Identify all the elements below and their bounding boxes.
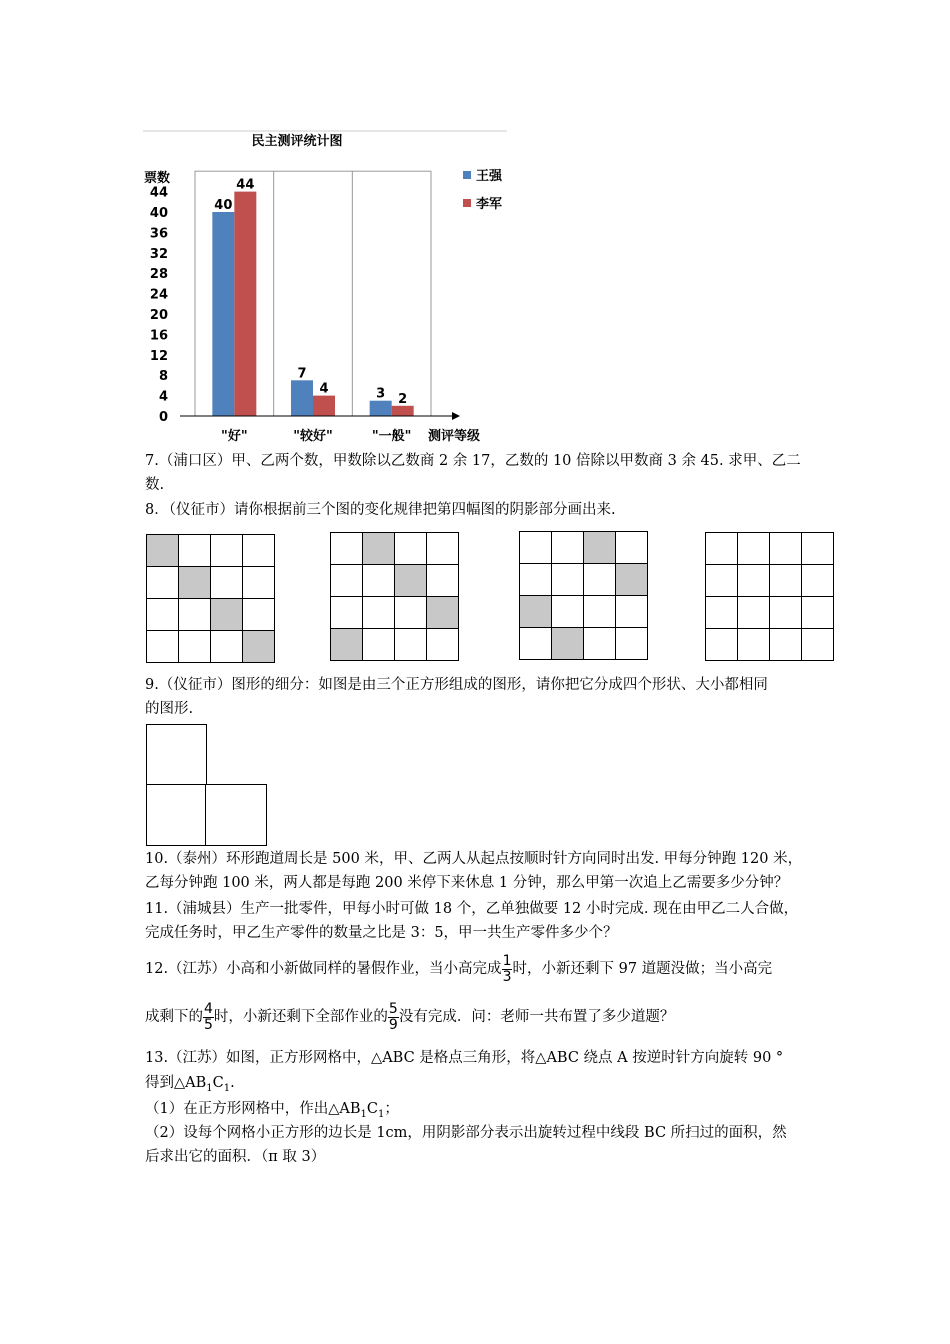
grid-cell bbox=[147, 631, 179, 663]
chart-x-categories bbox=[221, 428, 411, 444]
q13-line1: 13.（江苏）如图，正方形网格中，△ABC 是格点三角形，将△ABC 绕点 A 按逆时针方向旋转 90 ° bbox=[145, 1050, 784, 1066]
grid-cell bbox=[243, 535, 275, 567]
grid-cell[interactable] bbox=[738, 533, 770, 565]
grid-cell[interactable] bbox=[738, 565, 770, 597]
grid-cell bbox=[179, 599, 211, 631]
grid-cell[interactable] bbox=[802, 629, 834, 661]
grid-cell[interactable] bbox=[706, 629, 738, 661]
q12-fraction-four-fifths: $\frac{4}{5}$ bbox=[204, 1000, 213, 1033]
q12-fraction-one-third: $\frac{1}{3}$ bbox=[502, 952, 512, 985]
bar-value-label: 40 bbox=[214, 198, 233, 213]
grid-cell bbox=[552, 596, 584, 628]
chart-xlabel: 测评等级 bbox=[428, 429, 481, 444]
grid-cell bbox=[243, 567, 275, 599]
y-tick-label: 8 bbox=[158, 369, 168, 385]
q9-square-bottom-right bbox=[205, 784, 267, 846]
grid-cell bbox=[616, 564, 648, 596]
grid-cell bbox=[552, 532, 584, 564]
grid-cell[interactable] bbox=[770, 565, 802, 597]
grid-cell bbox=[147, 567, 179, 599]
grid-cell[interactable] bbox=[706, 533, 738, 565]
grid-cell bbox=[179, 535, 211, 567]
q9-line2: 的图形. bbox=[145, 701, 194, 717]
grid-cell bbox=[584, 532, 616, 564]
grid-cell bbox=[395, 565, 427, 597]
bar-value-label: 44 bbox=[236, 177, 255, 193]
bar-value-label: 7 bbox=[297, 366, 307, 382]
grid-cell bbox=[616, 532, 648, 564]
bar-lijun-0 bbox=[234, 192, 256, 416]
q11-line1: 11.（浦城县）生产一批零件，甲每小时可做 18 个，乙单独做要 12 小时完成. 现在由甲乙二人合做， bbox=[145, 901, 799, 917]
grid-cell bbox=[427, 597, 459, 629]
grid-cell[interactable] bbox=[770, 597, 802, 629]
q8-text: 8．（仪征市）请你根据前三个图的变化规律把第四幅图的阴影部分画出来. bbox=[145, 502, 616, 518]
grid-cell bbox=[243, 631, 275, 663]
grid-cell bbox=[147, 599, 179, 631]
grid-cell[interactable] bbox=[802, 533, 834, 565]
chart-x-axis-arrow bbox=[452, 412, 460, 420]
bar-wangqiang-1 bbox=[291, 380, 313, 416]
q12-text-d: 时，小新还剩下全部作业的 bbox=[213, 1009, 388, 1025]
legend-label-wangqiang: 王强 bbox=[476, 169, 503, 184]
q12-line1 bbox=[145, 952, 772, 986]
grid-cell bbox=[331, 533, 363, 565]
chart-y-ticks bbox=[150, 186, 168, 425]
y-tick-label: 20 bbox=[149, 308, 168, 323]
grid-cell bbox=[427, 533, 459, 565]
q10-line1: 10.（泰州）环形跑道周长是 500 米，甲、乙两人从起点按顺时针方向同时出发. 甲每分钟跑 120 米， bbox=[145, 851, 803, 867]
grid-cell[interactable] bbox=[738, 629, 770, 661]
q8-grid-1 bbox=[146, 534, 275, 663]
grid-cell bbox=[395, 629, 427, 661]
grid-cell bbox=[584, 564, 616, 596]
y-tick-label: 28 bbox=[149, 267, 168, 283]
chart-ylabel: 票数 bbox=[144, 171, 171, 186]
bar-value-label: 4 bbox=[319, 381, 329, 397]
grid-cell[interactable] bbox=[770, 533, 802, 565]
q7-line1: 7.（浦口区）甲、乙两个数，甲数除以乙数商 2 余 17，乙数的 10 倍除以甲数商 3 余 45. 求甲、乙二 bbox=[145, 453, 801, 469]
grid-cell bbox=[363, 597, 395, 629]
grid-cell bbox=[147, 535, 179, 567]
grid-cell bbox=[331, 565, 363, 597]
grid-cell[interactable] bbox=[802, 565, 834, 597]
q13-line5: 后求出它的面积．（π 取 3） bbox=[145, 1149, 326, 1165]
q12-text-a: 12.（江苏）小高和小新做同样的暑假作业，当小高完成 bbox=[145, 961, 502, 977]
chart-title: 民主测评统计图 bbox=[251, 134, 343, 149]
grid-cell bbox=[243, 599, 275, 631]
x-category-label: "较好" bbox=[293, 429, 333, 444]
y-tick-label: 0 bbox=[158, 410, 168, 425]
grid-cell[interactable] bbox=[802, 597, 834, 629]
y-tick-label: 32 bbox=[149, 246, 168, 262]
grid-cell bbox=[363, 533, 395, 565]
grid-cell bbox=[520, 564, 552, 596]
q9-square-top bbox=[146, 724, 207, 786]
legend-label-lijun: 李军 bbox=[476, 197, 503, 212]
grid-cell[interactable] bbox=[706, 597, 738, 629]
grid-cell[interactable] bbox=[706, 565, 738, 597]
x-category-label: "一般" bbox=[371, 429, 412, 444]
grid-cell bbox=[179, 567, 211, 599]
grid-cell bbox=[520, 596, 552, 628]
grid-cell bbox=[211, 631, 243, 663]
q12-fraction-five-ninths: $\frac{5}{9}$ bbox=[388, 1000, 398, 1033]
q9-line1: 9.（仪征市）图形的细分：如图是由三个正方形组成的图形，请你把它分成四个形状、大小都相同 bbox=[145, 677, 768, 693]
q7-line2: 数. bbox=[145, 477, 165, 493]
vote-bar-chart bbox=[140, 128, 510, 448]
legend-swatch-lijun bbox=[463, 199, 471, 207]
grid-cell bbox=[363, 565, 395, 597]
y-tick-label: 40 bbox=[149, 206, 168, 221]
y-tick-label: 4 bbox=[158, 389, 168, 405]
q13-line3: （1）在正方形网格中，作出$\triangle AB_1C_1$； bbox=[145, 1101, 399, 1120]
grid-cell bbox=[427, 565, 459, 597]
legend-swatch-wangqiang bbox=[463, 171, 471, 179]
bar-wangqiang-0 bbox=[212, 212, 234, 416]
q13-line4: （2）设每个网格小正方形的边长是 1cm，用阴影部分表示出旋转过程中线段 BC 所扫过的面积，然 bbox=[145, 1125, 787, 1141]
grid-cell bbox=[552, 628, 584, 660]
y-tick-label: 24 bbox=[149, 287, 168, 303]
grid-cell bbox=[211, 567, 243, 599]
bar-lijun-1 bbox=[313, 396, 335, 416]
q11-line2: 完成任务时，甲乙生产零件的数量之比是 3：5，甲一共生产零件多少个？ bbox=[145, 925, 618, 941]
grid-cell[interactable] bbox=[770, 629, 802, 661]
grid-cell bbox=[211, 535, 243, 567]
q13-line2: 得到$\triangle AB_1C_1$. bbox=[145, 1075, 235, 1094]
bar-lijun-2 bbox=[392, 406, 414, 416]
q8-grid-4-answer[interactable] bbox=[705, 532, 834, 661]
grid-cell bbox=[520, 628, 552, 660]
grid-cell bbox=[616, 628, 648, 660]
q10-line2: 乙每分钟跑 100 米，两人都是每跑 200 米停下来休息 1 分钟，那么甲第一次追上乙需要多少分钟？ bbox=[145, 875, 789, 891]
grid-cell bbox=[331, 597, 363, 629]
grid-cell bbox=[395, 533, 427, 565]
q8-grid-3 bbox=[519, 531, 648, 660]
q12-line2 bbox=[145, 1000, 674, 1034]
bar-value-label: 3 bbox=[376, 386, 386, 402]
grid-cell bbox=[520, 532, 552, 564]
grid-cell bbox=[616, 596, 648, 628]
grid-cell bbox=[211, 599, 243, 631]
grid-cell bbox=[584, 596, 616, 628]
q12-text-e: 没有完成．问：老师一共布置了多少道题？ bbox=[398, 1009, 675, 1025]
y-tick-label: 36 bbox=[149, 226, 168, 242]
grid-cell bbox=[427, 629, 459, 661]
q12-text-c: 成剩下的 bbox=[145, 1009, 203, 1025]
y-tick-label: 16 bbox=[149, 328, 168, 344]
q12-text-b: 时，小新还剩下 97 道题没做；当小高完 bbox=[512, 961, 773, 977]
grid-cell bbox=[584, 628, 616, 660]
grid-cell bbox=[395, 597, 427, 629]
chart-legend bbox=[463, 168, 503, 212]
bar-wangqiang-2 bbox=[370, 401, 392, 416]
grid-cell[interactable] bbox=[738, 597, 770, 629]
q9-square-bottom-left bbox=[146, 784, 207, 846]
x-category-label: "好" bbox=[221, 429, 248, 444]
bar-value-label: 2 bbox=[398, 391, 408, 407]
y-tick-label: 44 bbox=[149, 185, 168, 201]
grid-cell bbox=[179, 631, 211, 663]
y-tick-label: 12 bbox=[149, 348, 168, 364]
grid-cell bbox=[331, 629, 363, 661]
grid-cell bbox=[363, 629, 395, 661]
q8-grid-2 bbox=[330, 532, 459, 661]
grid-cell bbox=[552, 564, 584, 596]
chart-bars bbox=[212, 192, 413, 416]
